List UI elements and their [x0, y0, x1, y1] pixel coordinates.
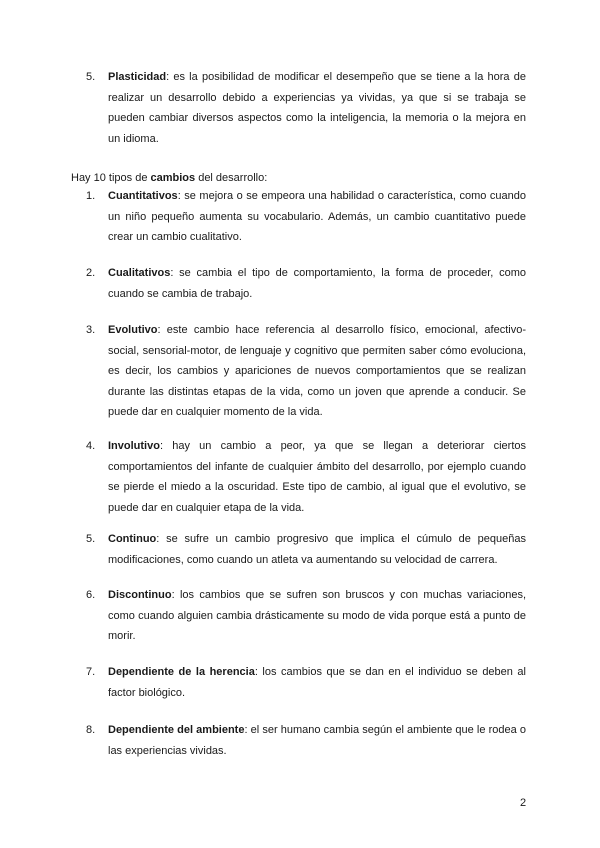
list-item-text: : el ser humano cambia según el ambiente que le rodea o las experiencias vividas. [108, 724, 526, 757]
list-item-text: : es la posibilidad de modificar el desempeño que se tiene a la hora de realizar un desarrollo debido a experiencias ya vividas, ya que si se trabaja se pueden cambiar diversos aspectos como la inteligencia, la memoria o la mejora en un idioma. [108, 71, 526, 145]
page-number: 2 [520, 797, 527, 809]
list-item-ambiente [86, 720, 526, 761]
section-intro [71, 169, 267, 187]
intro-before: Hay 10 tipos de [71, 172, 151, 184]
list-item-text: : los cambios que se sufren son bruscos y con muchas variaciones, como cuando alguien cambia drásticamente su modo de vida porque está a punto de morir. [108, 589, 526, 643]
list-item-body [108, 436, 526, 518]
list-item-body [108, 720, 526, 761]
list-item-cualitativos [86, 263, 526, 304]
list-item-term: Continuo [108, 533, 157, 545]
list-item-term: Cualitativos [108, 267, 171, 279]
list-item-term: Involutivo [108, 440, 160, 452]
intro-term: cambios [150, 172, 196, 184]
list-item-herencia [86, 662, 526, 703]
list-item-term: Plasticidad [108, 71, 167, 83]
list-item-text: : se sufre un cambio progresivo que implica el cúmulo de pequeñas modificaciones, como cuando un atleta va aumentando su velocidad de carrera. [108, 533, 526, 566]
list-item-number: 1. [86, 190, 96, 202]
list-item-number: 6. [86, 589, 96, 601]
list-item-text: : se cambia el tipo de comportamiento, la forma de proceder, como cuando se cambia de trabajo. [108, 267, 526, 300]
list-item-body [108, 263, 526, 304]
intro-after: del desarrollo: [195, 172, 268, 184]
list-item-text: : los cambios que se dan en el individuo se deben al factor biológico. [108, 666, 526, 699]
list-item-number: 3. [86, 324, 96, 336]
list-item-term: Dependiente del ambiente [108, 724, 245, 736]
list-item-body [108, 186, 526, 248]
list-item-text: : se mejora o se empeora una habilidad o característica, como cuando un niño pequeño aumenta su vocabulario. Además, un cambio cuantitativo puede crear un cambio cualitativo. [108, 190, 526, 244]
list-item-involutivo [86, 436, 526, 518]
list-item-number: 4. [86, 440, 96, 452]
list-item-body [108, 662, 526, 703]
list-item-continuo [86, 529, 526, 570]
list-item-body [108, 320, 526, 423]
list-item-body [108, 529, 526, 570]
list-item-plasticidad [86, 67, 526, 149]
list-item-text: : este cambio hace referencia al desarrollo físico, emocional, afectivo-social, sensorial-motor, de lenguaje y cognitivo que permiten saber cómo evoluciona, es decir, los cambios y apariciones de nuevos comportamientos que se realizan durante las distintas etapas de la vida, como un joven que aprende a conducir. Se puede dar en cualquier momento de la vida. [108, 324, 526, 419]
list-item-number: 2. [86, 267, 96, 279]
list-item-body [108, 67, 526, 149]
list-item-number: 8. [86, 724, 96, 736]
list-item-term: Discontinuo [108, 589, 172, 601]
list-item-text: : hay un cambio a peor, ya que se llegan a deteriorar ciertos comportamientos del infante de cualquier ámbito del desarrollo, por ejemplo cuando se pierde el miedo a la oscuridad. Este tipo de cambio, al igual que el evolutivo, se puede dar en cualquier etapa de la vida. [108, 440, 526, 514]
list-item-term: Evolutivo [108, 324, 158, 336]
list-item-evolutivo [86, 320, 526, 423]
list-item-number: 7. [86, 666, 96, 678]
list-item-discontinuo [86, 585, 526, 647]
list-item-number: 5. [86, 533, 96, 545]
list-item-cuantitativos [86, 186, 526, 248]
list-item-number: 5. [86, 71, 96, 83]
list-item-term: Dependiente de la herencia [108, 666, 255, 678]
list-item-term: Cuantitativos [108, 190, 178, 202]
list-item-body [108, 585, 526, 647]
